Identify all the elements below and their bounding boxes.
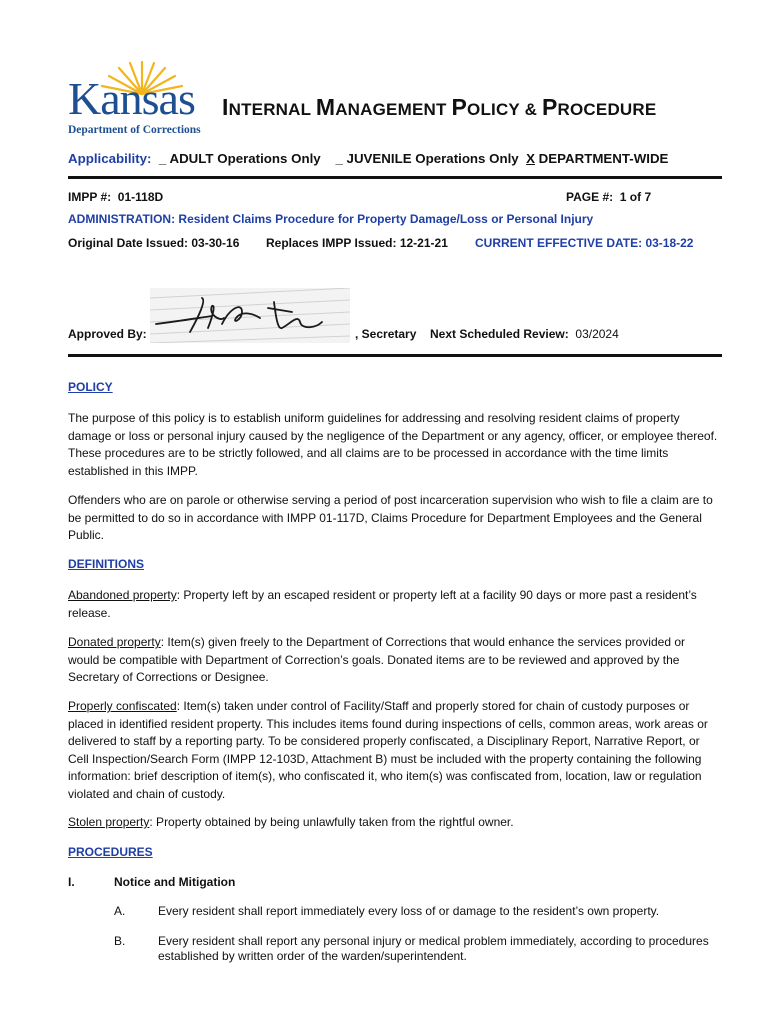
kansas-logo-wordmark: Kansas [68, 73, 195, 124]
title-part: ROCEDURE [557, 100, 657, 119]
applicability-mark: X [526, 151, 535, 166]
next-review: Next Scheduled Review: 03/2024 [430, 327, 619, 341]
secretary-label: , Secretary [355, 327, 417, 341]
title-part: OLICY & [467, 100, 542, 119]
applicability-line [68, 151, 668, 166]
original-date-issued: Original Date Issued: 03-30-16 [68, 236, 240, 250]
applicability-department: DEPARTMENT-WIDE [534, 151, 669, 166]
definition-term: Donated property [68, 635, 161, 649]
definitions-heading: DEFINITIONS [68, 557, 145, 571]
department-name: Department of Corrections [68, 124, 201, 136]
section-number: I. [68, 875, 75, 889]
procedures-heading: PROCEDURES [68, 845, 153, 859]
applicability-adult: _ ADULT Operations Only [158, 151, 321, 166]
section-title: Notice and Mitigation [114, 875, 236, 889]
title-part: ANAGEMENT [335, 100, 452, 119]
item-letter: A. [114, 904, 126, 918]
title-part: NTERNAL [228, 100, 316, 119]
applicability-label: Applicability: [68, 151, 152, 166]
definition-item: Abandoned property: Property left by an escaped resident or property left at a facility 90 days or more past a resident’s release. [68, 588, 697, 620]
replaces-issued: Replaces IMPP Issued: 12-21-21 [266, 236, 448, 250]
definition-term: Abandoned property [68, 588, 177, 602]
signature-image [150, 288, 350, 343]
document-title [222, 94, 656, 121]
header-rule-top [68, 176, 722, 179]
definition-item: Donated property: Item(s) given freely to the Department of Corrections that would enhance the services provided or would be compatible with Department of Correction’s goals. Donated items are to be reviewed and approved by the Secretary of Corrections or Designee. [68, 635, 685, 684]
applicability-juvenile: _ JUVENILE Operations Only [335, 151, 519, 166]
definition-term: Properly confiscated [68, 699, 177, 713]
definition-item: Stolen property: Property obtained by being unlawfully taken from the rightful owner. [68, 815, 514, 829]
approved-by-label: Approved By: [68, 327, 147, 341]
title-cap: M [315, 94, 336, 120]
item-letter: B. [114, 934, 126, 948]
header-rule-bottom [68, 354, 722, 357]
title-cap: P [451, 94, 468, 120]
title-cap: P [541, 94, 558, 120]
policy-paragraph: The purpose of this policy is to establish uniform guidelines for addressing and resolving resident claims of property damage or loss or personal injury caused by the negligence of the Department or any agency, officer, or employee thereof. These procedures are to be strictly followed, and all claims are to be processed in accordance with the time limits established in this IMPP. [68, 411, 718, 478]
definition-term: Stolen property [68, 815, 150, 829]
subject-line: ADMINISTRATION: Resident Claims Procedure for Property Damage/Loss or Personal Injury [68, 212, 594, 226]
effective-date: CURRENT EFFECTIVE DATE: 03-18-22 [475, 236, 694, 250]
procedure-item: Every resident shall report any personal injury or medical problem immediately, according to procedures established by written order of the warden/superintendent. [158, 934, 709, 963]
definition-item: Properly confiscated: Item(s) taken under control of Facility/Staff and properly stored for chain of custody purposes or placed in identified resident property. This includes items found during inspections of cells, common areas, work areas or delivered to staff by a reporting party. To be considered properly confiscated, a Disciplinary Report, Narrative Report, or Cell Inspection/Search Form (IMPP 12-103D, Attachment B) must be included with the property containing the following information: brief description of item(s), who confiscated it, who item(s) was confiscated from, location, law or regulation violated and chain of custody. [68, 699, 708, 801]
policy-paragraph: Offenders who are on parole or otherwise serving a period of post incarceration supervision who wish to file a claim are to be permitted to do so in accordance with IMPP 01-117D, Claims Procedure for Department Employees and the General Public. [68, 493, 713, 542]
title-cap: I [222, 94, 229, 120]
procedure-item: Every resident shall report immediately every loss of or damage to the resident’s own property. [158, 904, 660, 918]
page-number: PAGE #: 1 of 7 [566, 190, 652, 204]
impp-number: IMPP #: 01-118D [68, 190, 164, 204]
policy-heading: POLICY [68, 380, 113, 394]
